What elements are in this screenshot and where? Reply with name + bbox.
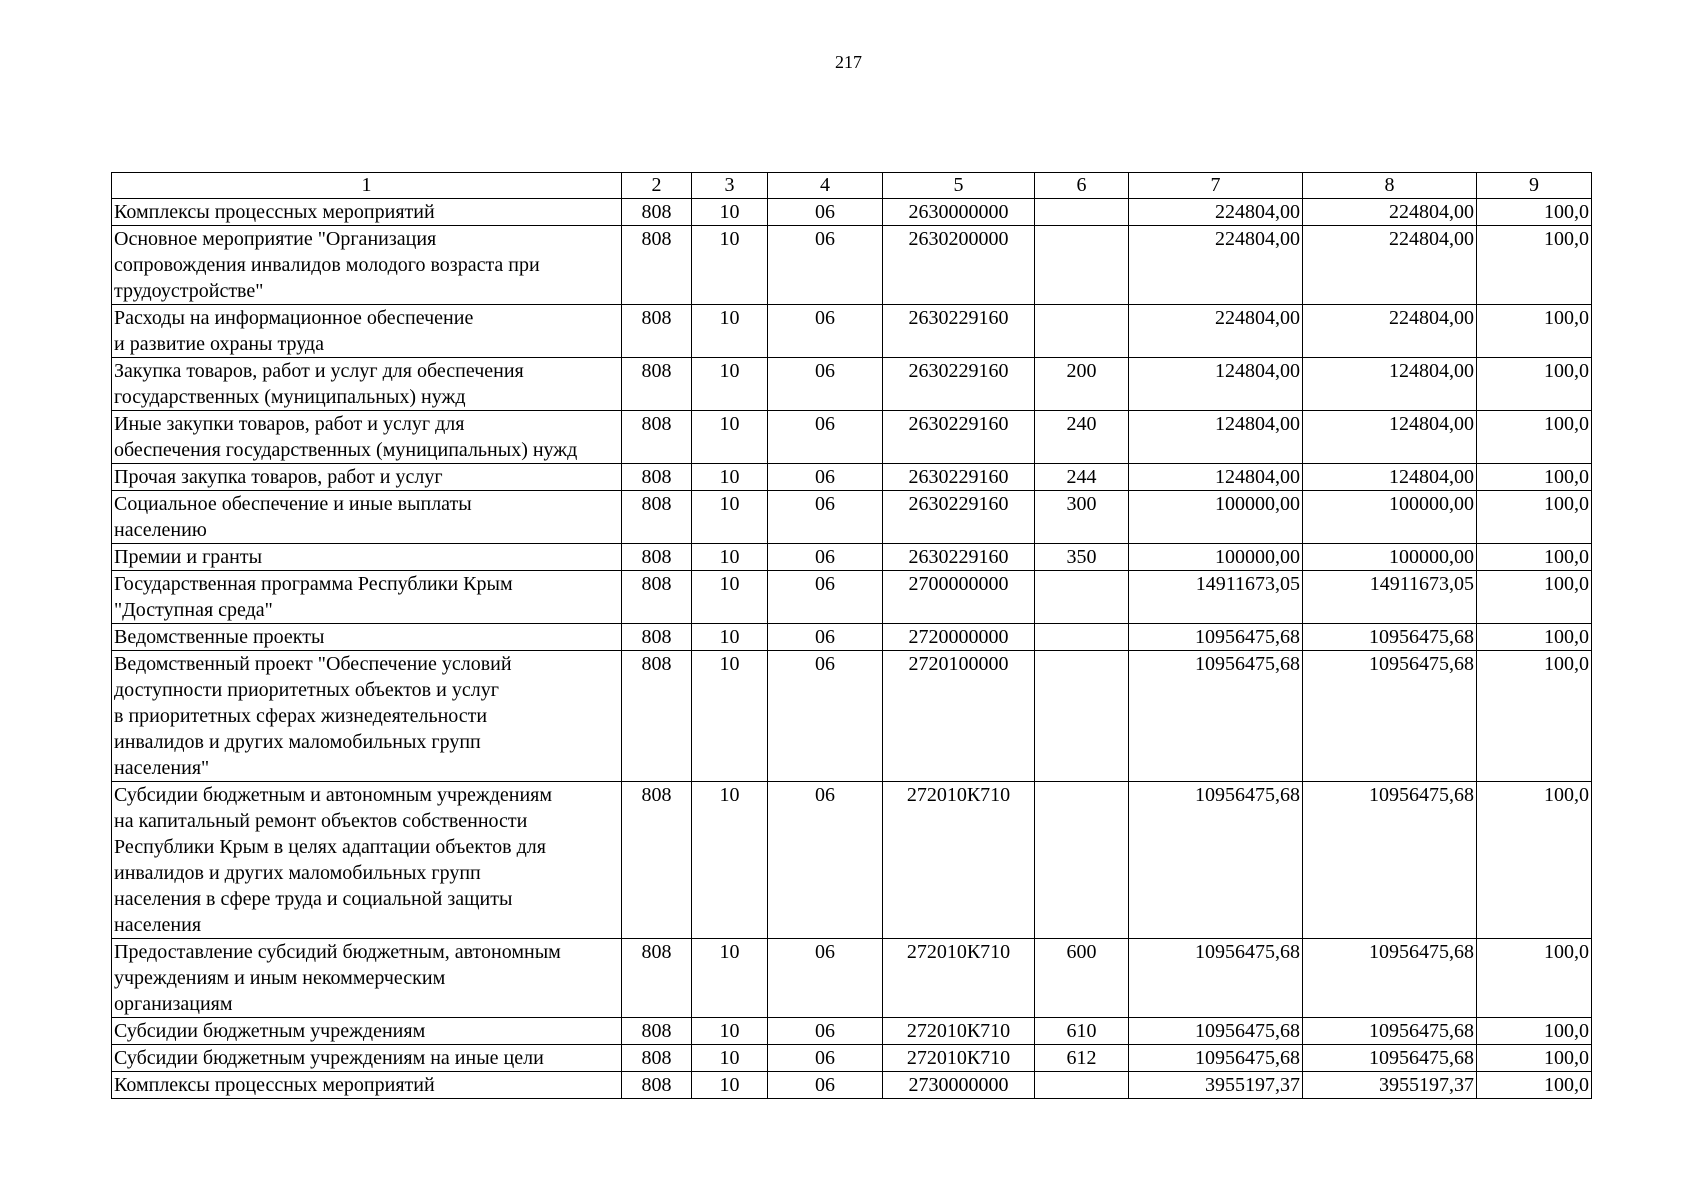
percent-cell: 100,0 (1477, 1072, 1592, 1099)
percent-cell: 100,0 (1477, 939, 1592, 1018)
column-header: 8 (1303, 173, 1477, 199)
plan-amount-cell: 3955197,37 (1129, 1072, 1303, 1099)
percent-cell: 100,0 (1477, 1045, 1592, 1072)
gov-code-cell: 808 (622, 939, 692, 1018)
plan-amount-cell: 124804,00 (1129, 358, 1303, 411)
gov-code-cell: 808 (622, 1018, 692, 1045)
actual-amount-cell: 224804,00 (1303, 305, 1477, 358)
table-row (112, 226, 1592, 305)
expense-type-cell (1035, 782, 1129, 939)
percent-cell: 100,0 (1477, 544, 1592, 571)
gov-code-cell: 808 (622, 199, 692, 226)
target-article-cell: 272010К710 (883, 782, 1035, 939)
section-code-cell: 10 (692, 464, 768, 491)
subsection-code-cell: 06 (768, 464, 883, 491)
section-code-cell: 10 (692, 1045, 768, 1072)
expense-type-cell (1035, 571, 1129, 624)
target-article-cell: 2700000000 (883, 571, 1035, 624)
row-name-cell: Субсидии бюджетным учреждениям (112, 1018, 622, 1045)
expense-type-cell: 350 (1035, 544, 1129, 571)
target-article-cell: 272010К710 (883, 1018, 1035, 1045)
expense-type-cell: 612 (1035, 1045, 1129, 1072)
section-code-cell: 10 (692, 939, 768, 1018)
row-name-cell: Субсидии бюджетным и автономным учреждениям на капитальный ремонт объектов собственности Республики Крым в целях адаптации объектов для инвалидов и других маломобильных групп населения в сфере труда и социальной защиты населения (112, 782, 622, 939)
actual-amount-cell: 14911673,05 (1303, 571, 1477, 624)
section-code-cell: 10 (692, 358, 768, 411)
gov-code-cell: 808 (622, 571, 692, 624)
percent-cell: 100,0 (1477, 782, 1592, 939)
target-article-cell: 272010К710 (883, 939, 1035, 1018)
percent-cell: 100,0 (1477, 226, 1592, 305)
subsection-code-cell: 06 (768, 199, 883, 226)
row-name-cell: Основное мероприятие "Организация сопровождения инвалидов молодого возраста при трудоустройстве" (112, 226, 622, 305)
plan-amount-cell: 10956475,68 (1129, 939, 1303, 1018)
expense-type-cell (1035, 624, 1129, 651)
column-header: 6 (1035, 173, 1129, 199)
actual-amount-cell: 10956475,68 (1303, 651, 1477, 782)
section-code-cell: 10 (692, 544, 768, 571)
table-row (112, 411, 1592, 464)
actual-amount-cell: 10956475,68 (1303, 1018, 1477, 1045)
percent-cell: 100,0 (1477, 199, 1592, 226)
section-code-cell: 10 (692, 226, 768, 305)
table-row (112, 491, 1592, 544)
percent-cell: 100,0 (1477, 571, 1592, 624)
expense-type-cell (1035, 305, 1129, 358)
expense-type-cell (1035, 199, 1129, 226)
gov-code-cell: 808 (622, 1072, 692, 1099)
plan-amount-cell: 124804,00 (1129, 411, 1303, 464)
section-code-cell: 10 (692, 1018, 768, 1045)
target-article-cell: 2630229160 (883, 491, 1035, 544)
column-header: 5 (883, 173, 1035, 199)
target-article-cell: 2630200000 (883, 226, 1035, 305)
target-article-cell: 2630229160 (883, 358, 1035, 411)
target-article-cell: 2720100000 (883, 651, 1035, 782)
actual-amount-cell: 124804,00 (1303, 464, 1477, 491)
gov-code-cell: 808 (622, 358, 692, 411)
section-code-cell: 10 (692, 199, 768, 226)
gov-code-cell: 808 (622, 782, 692, 939)
expense-type-cell (1035, 226, 1129, 305)
section-code-cell: 10 (692, 1072, 768, 1099)
plan-amount-cell: 124804,00 (1129, 464, 1303, 491)
table-row (112, 544, 1592, 571)
table-row (112, 358, 1592, 411)
table-row (112, 1018, 1592, 1045)
percent-cell: 100,0 (1477, 1018, 1592, 1045)
plan-amount-cell: 100000,00 (1129, 491, 1303, 544)
actual-amount-cell: 100000,00 (1303, 491, 1477, 544)
actual-amount-cell: 224804,00 (1303, 199, 1477, 226)
target-article-cell: 2630229160 (883, 411, 1035, 464)
target-article-cell: 2630229160 (883, 544, 1035, 571)
section-code-cell: 10 (692, 491, 768, 544)
row-name-cell: Закупка товаров, работ и услуг для обеспечения государственных (муниципальных) нужд (112, 358, 622, 411)
table-row (112, 939, 1592, 1018)
subsection-code-cell: 06 (768, 1045, 883, 1072)
section-code-cell: 10 (692, 624, 768, 651)
column-header: 1 (112, 173, 622, 199)
subsection-code-cell: 06 (768, 544, 883, 571)
subsection-code-cell: 06 (768, 939, 883, 1018)
expense-type-cell (1035, 651, 1129, 782)
actual-amount-cell: 10956475,68 (1303, 624, 1477, 651)
gov-code-cell: 808 (622, 305, 692, 358)
budget-table (111, 172, 1592, 1099)
plan-amount-cell: 224804,00 (1129, 226, 1303, 305)
table-row (112, 199, 1592, 226)
column-header: 3 (692, 173, 768, 199)
subsection-code-cell: 06 (768, 305, 883, 358)
target-article-cell: 2720000000 (883, 624, 1035, 651)
row-name-cell: Иные закупки товаров, работ и услуг для обеспечения государственных (муниципальных) нужд (112, 411, 622, 464)
row-name-cell: Комплексы процессных мероприятий (112, 1072, 622, 1099)
actual-amount-cell: 100000,00 (1303, 544, 1477, 571)
actual-amount-cell: 124804,00 (1303, 358, 1477, 411)
subsection-code-cell: 06 (768, 411, 883, 464)
row-name-cell: Социальное обеспечение и иные выплаты населению (112, 491, 622, 544)
table-row (112, 305, 1592, 358)
target-article-cell: 272010К710 (883, 1045, 1035, 1072)
target-article-cell: 2630229160 (883, 464, 1035, 491)
gov-code-cell: 808 (622, 464, 692, 491)
target-article-cell: 2730000000 (883, 1072, 1035, 1099)
gov-code-cell: 808 (622, 491, 692, 544)
section-code-cell: 10 (692, 651, 768, 782)
table-row (112, 782, 1592, 939)
column-header: 2 (622, 173, 692, 199)
gov-code-cell: 808 (622, 651, 692, 782)
table-row (112, 1045, 1592, 1072)
percent-cell: 100,0 (1477, 358, 1592, 411)
row-name-cell: Ведомственный проект "Обеспечение условий доступности приоритетных объектов и услуг в приоритетных сферах жизнедеятельности инвалидов и других маломобильных групп населения" (112, 651, 622, 782)
plan-amount-cell: 10956475,68 (1129, 1018, 1303, 1045)
subsection-code-cell: 06 (768, 651, 883, 782)
section-code-cell: 10 (692, 782, 768, 939)
percent-cell: 100,0 (1477, 624, 1592, 651)
section-code-cell: 10 (692, 571, 768, 624)
column-header: 4 (768, 173, 883, 199)
table-row (112, 624, 1592, 651)
expense-type-cell (1035, 1072, 1129, 1099)
percent-cell: 100,0 (1477, 464, 1592, 491)
plan-amount-cell: 10956475,68 (1129, 782, 1303, 939)
row-name-cell: Расходы на информационное обеспечение и развитие охраны труда (112, 305, 622, 358)
gov-code-cell: 808 (622, 411, 692, 464)
plan-amount-cell: 14911673,05 (1129, 571, 1303, 624)
expense-type-cell: 240 (1035, 411, 1129, 464)
table-row (112, 571, 1592, 624)
gov-code-cell: 808 (622, 226, 692, 305)
plan-amount-cell: 224804,00 (1129, 305, 1303, 358)
row-name-cell: Ведомственные проекты (112, 624, 622, 651)
percent-cell: 100,0 (1477, 411, 1592, 464)
page-number: 217 (835, 52, 862, 72)
percent-cell: 100,0 (1477, 491, 1592, 544)
subsection-code-cell: 06 (768, 226, 883, 305)
subsection-code-cell: 06 (768, 1072, 883, 1099)
actual-amount-cell: 3955197,37 (1303, 1072, 1477, 1099)
subsection-code-cell: 06 (768, 1018, 883, 1045)
target-article-cell: 2630229160 (883, 305, 1035, 358)
subsection-code-cell: 06 (768, 491, 883, 544)
plan-amount-cell: 10956475,68 (1129, 1045, 1303, 1072)
table-row (112, 1072, 1592, 1099)
actual-amount-cell: 10956475,68 (1303, 939, 1477, 1018)
percent-cell: 100,0 (1477, 651, 1592, 782)
row-name-cell: Прочая закупка товаров, работ и услуг (112, 464, 622, 491)
table-row (112, 464, 1592, 491)
row-name-cell: Государственная программа Республики Крым "Доступная среда" (112, 571, 622, 624)
expense-type-cell: 244 (1035, 464, 1129, 491)
table-row (112, 651, 1592, 782)
percent-cell: 100,0 (1477, 305, 1592, 358)
column-header: 9 (1477, 173, 1592, 199)
gov-code-cell: 808 (622, 544, 692, 571)
row-name-cell: Премии и гранты (112, 544, 622, 571)
gov-code-cell: 808 (622, 624, 692, 651)
section-code-cell: 10 (692, 305, 768, 358)
actual-amount-cell: 224804,00 (1303, 226, 1477, 305)
expense-type-cell: 300 (1035, 491, 1129, 544)
subsection-code-cell: 06 (768, 571, 883, 624)
row-name-cell: Комплексы процессных мероприятий (112, 199, 622, 226)
expense-type-cell: 600 (1035, 939, 1129, 1018)
section-code-cell: 10 (692, 411, 768, 464)
plan-amount-cell: 10956475,68 (1129, 624, 1303, 651)
table-body (112, 199, 1592, 1099)
expense-type-cell: 200 (1035, 358, 1129, 411)
plan-amount-cell: 100000,00 (1129, 544, 1303, 571)
actual-amount-cell: 124804,00 (1303, 411, 1477, 464)
subsection-code-cell: 06 (768, 782, 883, 939)
header-row (112, 173, 1592, 199)
gov-code-cell: 808 (622, 1045, 692, 1072)
row-name-cell: Предоставление субсидий бюджетным, автономным учреждениям и иным некоммерческим организациям (112, 939, 622, 1018)
row-name-cell: Субсидии бюджетным учреждениям на иные цели (112, 1045, 622, 1072)
plan-amount-cell: 224804,00 (1129, 199, 1303, 226)
plan-amount-cell: 10956475,68 (1129, 651, 1303, 782)
subsection-code-cell: 06 (768, 624, 883, 651)
subsection-code-cell: 06 (768, 358, 883, 411)
target-article-cell: 2630000000 (883, 199, 1035, 226)
actual-amount-cell: 10956475,68 (1303, 782, 1477, 939)
column-header: 7 (1129, 173, 1303, 199)
actual-amount-cell: 10956475,68 (1303, 1045, 1477, 1072)
expense-type-cell: 610 (1035, 1018, 1129, 1045)
